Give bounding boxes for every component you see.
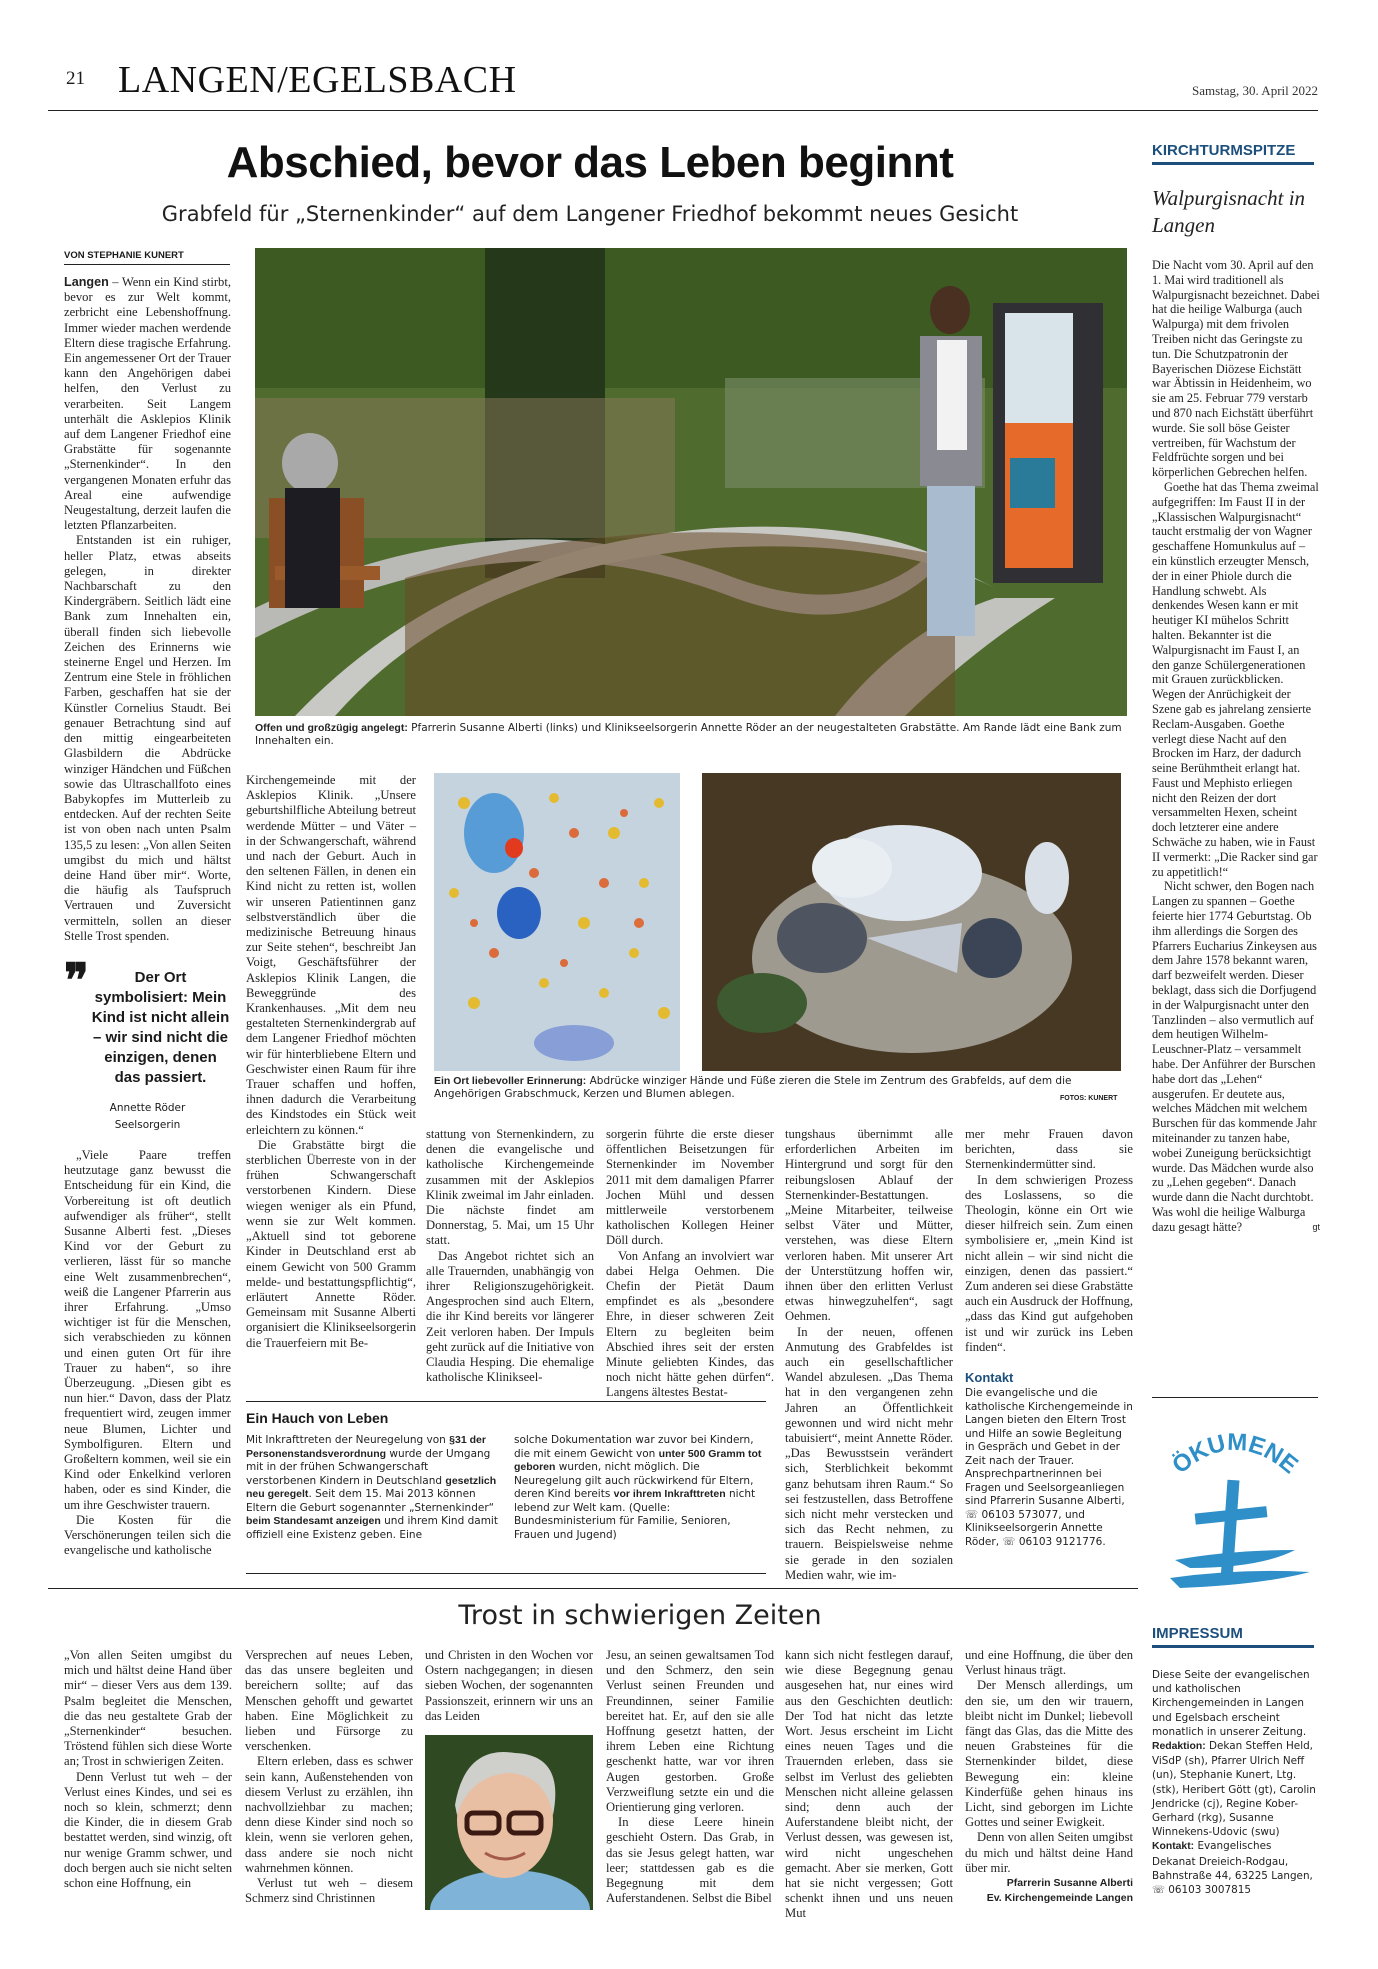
infobox-column-1 bbox=[246, 1434, 498, 1542]
quote-icon: ❞ bbox=[64, 954, 89, 1006]
emphasis-text: vor ihrem Inkrafttreten bbox=[613, 1488, 726, 1500]
article-column-1-lower bbox=[64, 1148, 231, 1558]
author-portrait bbox=[425, 1735, 593, 1910]
article-column-2 bbox=[246, 773, 416, 1351]
quote-text: Der Ort symbolisiert: Mein Kind ist nicht allein – wir sind nicht die einzigen, denen das passiert. bbox=[91, 969, 230, 1086]
paragraph: Denn von allen Seiten umgibst du mich und hältst deine Hand über mir. bbox=[965, 1830, 1133, 1875]
impressum-redaktion: Dekan Steffen Held, ViSdP (sh), Pfarrer Ulrich Neff (un), Stephanie Kunert, Ltg. (stk), Heribert Gött (gt), Carolin Jendricke (cj), Regine Kober-Gerhard (rkg), Susanne Winnekens-Udovic (swu) bbox=[1152, 1740, 1316, 1839]
signature-org: Ev. Kirchengemeinde Langen bbox=[986, 1892, 1133, 1905]
paragraph: Verlust tut weh – diesem Schmerz sind Christinnen bbox=[245, 1876, 413, 1906]
text-run: wurden, nicht möglich. Die Neuregelung gilt auch rückwirkend für Eltern, deren Kind bereits bbox=[514, 1461, 754, 1500]
article-column-1 bbox=[64, 275, 231, 944]
signature-name: Pfarrerin Susanne Alberti bbox=[1006, 1877, 1133, 1890]
column-author: gt bbox=[1312, 1221, 1320, 1232]
trost-column-4 bbox=[606, 1648, 774, 1906]
emphasis-text: gesetzlich neu geregelt bbox=[246, 1474, 497, 1500]
byline: VON STEPHANIE KUNERT bbox=[64, 250, 230, 265]
photo-illustration bbox=[255, 248, 1127, 716]
emphasis-text: beim Standesamt anzeigen bbox=[246, 1515, 381, 1527]
text-run: . Seit dem 15. Mai 2013 können Eltern die Geburt sogenannter „Sternenkinder“ bbox=[246, 1488, 495, 1514]
column-title: Walpurgisnacht in Langen bbox=[1152, 186, 1306, 237]
caption-lead: Ein Ort liebevoller Erinnerung: bbox=[434, 1075, 587, 1087]
article-headline: Abschied, bevor das Leben beginnt bbox=[226, 138, 954, 187]
emphasis-text: §31 der Personenstandsverordnung bbox=[246, 1434, 486, 1460]
masthead-rule bbox=[48, 110, 1318, 111]
impressum-redaktion-label: Redaktion: bbox=[1152, 1741, 1206, 1753]
infobox-column-2 bbox=[514, 1434, 766, 1542]
trost-column-2 bbox=[245, 1648, 413, 1906]
paragraph: Die Kosten für die Verschönerungen teilen sich die evangelische und katholische bbox=[64, 1512, 231, 1558]
article-column-4 bbox=[606, 1127, 774, 1401]
paragraph: Von Anfang an involviert war dabei Helga Oehmen. Die Chefin der Pietät Daum empfindet es als „besondere Ehre, in dieser schweren Zeit Eltern zu begleiten beim Abschied ihres seit der ersten Minute geliebten Kindes, das noch nicht hätte gehen dürfen“. Langens ältestes Bestat- bbox=[606, 1248, 774, 1400]
paragraph: Eltern erleben, dass es schwer sein kann, Außenstehenden von diesem Verlust zu erzählen, ihn nachvollziehbar zu machen; denn diese Kinder sind noch so klein, wenn sie verloren gehen, dass andere sie noch nicht wahrnehmen können. bbox=[245, 1754, 413, 1875]
paragraph: Die Grabstätte birgt die sterblichen Überreste von in der frühen Schwangerschaft verstorbenen Kindern. Diese wiegen weniger als ein Pfund, wenn sie zur Welt kommen. „Aktuell sind tot geborene Kinder in Deutschland erst ab einem Gewicht von 500 Gramm melde- und bestattungspflichtig“, erläutert Annette Röder. Gemeinsam mit Susanne Alberti organisiert die Klinikseelsorgerin die Trauerfeiern mit Be- bbox=[246, 1137, 416, 1350]
photo-illustration bbox=[434, 773, 680, 1071]
photo-angel-stone bbox=[702, 773, 1121, 1071]
impressum-body bbox=[1152, 1668, 1318, 1897]
article-subheadline: Grabfeld für „Sternenkinder“ auf dem Langener Friedhof bekommt neues Gesicht bbox=[161, 202, 1019, 226]
paragraph: Nicht schwer, den Bogen nach Langen zu spannen – Goethe feierte hier 1774 Geburtstag. Ob ihm allerdings die Sorgen des Pfarrers Eucharius Zinkeysen aus dem Jahre 1578 bekannt waren, darf bezweifelt werden. Dieser beklagt, dass sich die Dorfjugend in der Walpurgisnacht unter den Tanzlinden – also vermutlich auf dem heutigen Wilhelm-Leuschner-Platz – versammelt habe. Der Anführer der Burschen habe dort das „Lehen“ ausgerufen. Er deutete aus, welches Mädchen mit welchem Burschen für das kommende Jahr miteinander zu tanzen habe, wobei Zuneigung berücksichtigt wurde. Das Mädchen wurde also zu „Lehen gegeben“. Danach wurde dann die Nacht durchtobt. Was wohl die heilige Walburga dazu gesagt hätte? gt bbox=[1152, 879, 1320, 1234]
photo1-caption: Offen und großzügig angelegt: Pfarrerin Susanne Alberti (links) und Klinikseelsorgerin Annette Röder an der neugestalteten Grabstätte. Am Rande lädt eine Bank zum Innehalten ein. bbox=[255, 722, 1122, 747]
photo2-caption: Ein Ort liebevoller Erinnerung: Abdrücke winziger Hände und Füße zieren die Stele im Zentrum des Grabfelds, auf dem die Angehörigen Grabschmuck, Kerzen und Blumen ablegen. bbox=[434, 1075, 1072, 1100]
quote-author: Annette Röder bbox=[109, 1102, 186, 1114]
paragraph: Kirchengemeinde mit der Asklepios Klinik. „Unsere geburtshilfliche Abteilung betreut werdende Mütter – und Väter – in der Schwangerschaft, während und nach der Geburt. Auch in den seltenen Fällen, in denen ein Kind nicht zu retten ist, wollen wir unseren Patientinnen ganz selbstverständlich über die medizinische Betreuung hinaus zur Seite stehen“, beschreibt Jan Voigt, Geschäftsführer der Asklepios Klinik Langen, die Beweggründe des Krankenhauses. „Mit dem neu gestalteten Sternenkindergrab auf dem Langener Friedhof möchten wir für hinterbliebene Eltern und Geschwister einen Raum für ihre Trauer schaffen und hoffen, ihnen dadurch die Verarbeitung des Kindstodes ein Stück weit erleichtern zu können.“ bbox=[246, 773, 416, 1137]
pull-quote bbox=[64, 954, 231, 1134]
trost-column-5 bbox=[785, 1648, 953, 1922]
paragraph: „Von allen Seiten umgibst du mich und hältst deine Hand über mir“ – dieser Vers aus dem 139. Psalm begleitet die Menschen, die das neu gestaltete Grab der „Sternenkinder“ besuchen. Tröstend fühlen sich diese Worte an; Trost in schwierigen Zeiten. bbox=[64, 1648, 232, 1769]
section-title: LANGEN/EGELSBACH bbox=[118, 59, 517, 101]
paragraph: Der Mensch allerdings, um den sie, um den wir trauern, bleibt nicht im Dunkel; liebevoll fängt das Glas, das die Mitte des neuen Grabsteines für die Sternenkinder bildet, diese Bewegung ein: kleine Kinderfüße gehen hinaus ins Licht, sind geborgen im Lichte Gottes und seiner Ewigkeit. bbox=[965, 1678, 1133, 1830]
lead-paragraph: Langen – Wenn ein Kind stirbt, bevor es zur Welt kommt, zerbricht eine Lebenshoffnung. Immer wieder machen werdende Eltern diese tragische Erfahrung. Ein angemessener Ort der Trauer kann den Angehörigen dabei helfen, den Verlust zu verarbeiten. Seit Langem unterhält die Asklepios Klinik auf dem Langener Friedhof eine Grabstätte für sogenannte „Sternenkinder“. In den vergangenen Monaten erfuhr das Areal eine aufwendige Neugestaltung, derzeit laufen die letzten Pflanzarbeiten. bbox=[64, 275, 231, 533]
paragraph: Entstanden ist ein ruhiger, heller Platz, etwas abseits gelegen, in direkter Nachbarschaft zu den Kindergräbern. Seitlich lädt eine Bank zum Innehalten ein, überall finden sich liebevolle Zeichen des Erinnerns wie steinerne Engel und Herzen. Im Zentrum eine Stele in fröhlichen Farben, geschaffen hat sie der Künstler Cornelius Staudt. Bei genauer Betrachtung sind auf den mittig eingearbeiteten Glasbildern die Abdrücke winziger Händchen und Füßchen sowie das Ultraschallfoto eines Babykopfes im Mutterleib zu entdecken. Auf der rechten Seite ist von oben nach unten Psalm 135,5 zu lesen: „Von allen Seiten umgibst du mich und hältst deine Hand über mir“. Worte, die häufig als Taufspruch Vertrauen und Zuversicht vermitteln, sollen an dieser Stelle Trost spenden. bbox=[64, 533, 231, 943]
paragraph: und Christen in den Wochen vor Ostern nachgegangen; in diesen sieben Wochen, der sogenannten Passionszeit, erinnern wir uns an das Leiden bbox=[425, 1648, 593, 1723]
contact-text: Die evangelische und die katholische Kirchengemeinde in Langen bieten den Eltern Trost und Hilfe an sowie Begleitung in Gespräch und Gebet in der Zeit nach der Trauer. Ansprechpartnerinnen bei Fragen und Seelsorgeanliegen sind Pfarrerin Susanne Alberti, ☏ 06103 573077, und Klinikseelsorgerin Annette Röder, ☏ 06103 9121776. bbox=[965, 1387, 1133, 1548]
logo-text: ÖKUMENE bbox=[1167, 1428, 1303, 1480]
emphasis-text: unter 500 Gramm tot geboren bbox=[514, 1447, 762, 1473]
paragraph: tungshaus übernimmt alle erforderlichen Arbeiten im Hintergrund und sorgt für den reibungslosen Ablauf der Sternenkinder-Bestattungen. „Meine Mitarbeiter, teilweise selbst Väter und Mütter, verstehen, was diese Eltern verloren haben. Mit unserer Art der Unterstützung hoffen wir, ihnen über den erlitten Verlust etwas hinwegzuhelfen“, sagt Oehmen. bbox=[785, 1127, 953, 1324]
contact-title: Kontakt bbox=[965, 1370, 1014, 1385]
paragraph: Versprechen auf neues Leben, das das unsere begleiten und bereichern sollte; auf das Menschen gehofft und gewartet haben. Eine Möglichkeit zu lieben und Fürsorge zu verschenken. bbox=[245, 1648, 413, 1754]
paragraph: stattung von Sternenkindern, zu denen die evangelische und katholische Kirchengemeinde zusammen mit der Asklepios Klinik zweimal im Jahr einladen. Die nächste findet am Donnerstag, 5. Mai, um 15 Uhr statt. bbox=[426, 1127, 594, 1248]
photo-credit: FOTOS: KUNERT bbox=[1060, 1095, 1118, 1102]
text-run: nicht lebend zur Welt kam. (Quelle: Bundesministerium für Familie, Senioren, Frauen und Jugend) bbox=[514, 1488, 756, 1541]
trost-column-3 bbox=[425, 1648, 593, 1724]
trost-column-6 bbox=[965, 1648, 1133, 1906]
caption-lead: Offen und großzügig angelegt: bbox=[255, 722, 408, 734]
oekumene-logo bbox=[1150, 1410, 1320, 1590]
paragraph: In der neuen, offenen Anmutung des Grabfeldes ist auch ein gesellschaftlicher Wandel abzulesen. „Das Thema hat in den vergangenen zehn Jahren an Öffentlichkeit gewonnen und wird nicht mehr tabuisiert“, meint Annette Röder. „Das Bewusstsein verändert sich, Sterblichkeit bekommt ganz behutsam ihren Raum.“ So sei festzustellen, dass Betroffene sich nicht mehr verstecken und sich das Recht nehmen, zu trauern. Beispielsweise nehme sie gerade in den sozialen Medien wahr, wie im- bbox=[785, 1324, 953, 1582]
infobox-title: Ein Hauch von Leben bbox=[246, 1410, 389, 1426]
section-rule bbox=[48, 1588, 1138, 1589]
cross-boat-icon bbox=[1150, 1410, 1320, 1590]
impressum-kontakt: Evangelisches Dekanat Dreieich-Rodgau, Bahnstraße 44, 63225 Langen, ☏ 06103 3007815 bbox=[1152, 1840, 1313, 1897]
dateline: Langen bbox=[64, 275, 109, 289]
paragraph: Jesu, an seinen gewaltsamen Tod und den Schmerz, den sein Verlust seinen Freunden und Freundinnen, seiner Familie bereitet hat. Er, auf den sie alle Hoffnung gesetzt hatten, der ihrem Leben eine Richtung geschenkt hatte, war vor ihren Augen gestorben. Große Verzweiflung setzte ein und die Orientierung ging verloren. bbox=[606, 1648, 774, 1815]
trost-column-1 bbox=[64, 1648, 232, 1891]
column-label: KIRCHTURMSPITZE bbox=[1152, 142, 1314, 165]
paragraph: Die Nacht vom 30. April auf den 1. Mai wird traditionell als Walpurgisnacht bezeichnet. Dabei hat die heilige Walburga (auch Walpurga) mit dem frivolen Treiben nicht das Geringste zu tun. Die Schutzpatronin der Bayerischen Diözese Eichstätt war Äbtissin in Heidenheim, wo sie am 25. Februar 779 verstarb und 870 nach Eichstätt überführt wurde. Sie soll böse Geister vertreiben, für Wachstum der Feldfrüchte sorgen und bei körperlichen Gebrechen helfen. bbox=[1152, 258, 1320, 480]
paragraph: Das Angebot richtet sich an alle Trauernden, unabhängig von ihrer Religionszugehörigkeit. Angesprochen sind auch Eltern, die ihr Kind bereits vor längerer Zeit verloren haben. Der Impuls geht zurück auf die Initiative von Claudia Hesping. Die ehemalige katholische Klinikseel- bbox=[426, 1248, 594, 1385]
column-body bbox=[1152, 258, 1320, 1235]
impressum-kontakt-label: Kontakt: bbox=[1152, 1841, 1195, 1853]
issue-date: Samstag, 30. April 2022 bbox=[1191, 83, 1318, 98]
column-rule bbox=[1152, 1397, 1318, 1398]
photo-grave-field bbox=[255, 248, 1127, 716]
impressum-intro: Diese Seite der evangelischen und katholischen Kirchengemeinden in Langen und Egelsbach erscheint monatlich in unserer Zeitung. bbox=[1152, 1669, 1310, 1738]
paragraph: sorgerin führte die erste dieser öffentlichen Beisetzungen für Sternenkinder im November 2011 mit dem damaligen Pfarrer Jochen Mühl und dessen mittlerweile verstorbenem katholischen Kollegen Heiner Döll durch. bbox=[606, 1127, 774, 1248]
impressum-label: IMPRESSUM bbox=[1152, 1625, 1314, 1648]
paragraph: „Viele Paare treffen heutzutage ganz bewusst die Entscheidung für ein Kind, die Vorbereitung ist oft deutlich aufwendiger als früher“, stellt Susanne Alberti fest. „Dieses Kind vor der Geburt zu verlieren, lässt für so manche eine Welt zusammenbrechen“, weiß die Langener Pfarrerin aus ihrer Erfahrung. „Umso wichtiger ist für die Menschen, sich verabschieden zu können und einen guten Ort für ihre Trauer zu haben“, so ihre Überzeugung. „Diesen gibt es nun hier.“ Davon, dass der Platz frequentiert wird, zeugen immer neue Blumen, Lichter und Symbolfiguren. Eltern und Großeltern kommen, weil sie ein Kind oder Enkelkind verloren haben, oder es sind Kinder, die um ihre Geschwister trauern. bbox=[64, 1148, 231, 1512]
paragraph: mer mehr Frauen davon berichten, dass sie Sternenkindermütter sind. bbox=[965, 1127, 1133, 1172]
article-column-6 bbox=[965, 1127, 1133, 1355]
paragraph: Goethe hat das Thema zweimal aufgegriffen: Im Faust II in der „Klassischen Walpurgisnacht“ taucht erstmalig der von Wagner geschaffene Homunkulus auf – ein künstlich erzeugter Mensch, der in einer Phiole durch die Handlung schwebt. Als denkendes Wesen kann er mit heutiger KI mühelos Schritt halten. Bekannter ist die Walpurgisnacht im Faust I, an den ganze Schülergenerationen mit Grauen zurückblicken. Wegen der Anrüchigkeit der Szene gab es jahrelang zensierte Reclam-Ausgaben. Goethe verlegt diese Nacht auf den Brocken im Harz, der dadurch seine Berühmtheit erlangt hat. Faust und Mephisto erliegen nicht den Reizen der dort versammelten Hexen, scheint doch letzterer eine andere Schwäche zu haben, wie in Faust II vermerkt: „Die Racker sind gar zu appetitlich!“ bbox=[1152, 479, 1319, 879]
infobox-rule-bottom bbox=[246, 1573, 766, 1574]
page-number: 21 bbox=[66, 68, 85, 89]
text-run: Mit Inkrafttreten der Neuregelung von bbox=[246, 1434, 450, 1446]
infobox bbox=[246, 1410, 766, 1542]
quote-role: Seelsorgerin bbox=[114, 1119, 181, 1131]
article-column-5 bbox=[785, 1127, 953, 1583]
text-run: und ihrem Kind damit offiziell eine Existenz geben. Eine bbox=[246, 1515, 498, 1541]
text-run: wurde der Umgang mit in der frühen Schwangerschaft verstorbenen Kindern in Deutschland bbox=[246, 1447, 491, 1487]
article-column-3 bbox=[426, 1127, 594, 1385]
text-run: solche Dokumentation war zuvor bei Kindern, die mit einem Gewicht von bbox=[514, 1434, 754, 1460]
paragraph: kann sich nicht festlegen darauf, wie diese Begegnung genau ausgesehen hat, nur eines wird aus den Geschichten deutlich: Der Tod hat nicht das letzte Wort. Jesus erscheint im Licht eines neuen Tages und die Trauernden erleben, dass sie selbst im Verlust des geliebten Menschen nicht alleine gelassen sind; denn auch der Auferstandene bleibt nicht, der Verlust dessen, was gewesen ist, wird nicht ungeschehen gemacht. Aber sie merken, Gott hat sie nicht vergessen; Gott schenkt ihnen und uns neuen Mut bbox=[785, 1648, 953, 1921]
paragraph: Denn Verlust tut weh – der Verlust eines Kindes, und sei es noch so klein, schmerzt; denn die Kinder, die in diesem Grab bestattet werden, sind winzig, oft nur wenige Gramm schwer, und doch bergen auch sie nicht selten schon eine Hoffnung, ein bbox=[64, 1769, 232, 1891]
infobox-rule-top bbox=[246, 1401, 766, 1402]
trost-title: Trost in schwierigen Zeiten bbox=[458, 1600, 822, 1631]
paragraph: und eine Hoffnung, die über den Verlust hinaus trägt. bbox=[965, 1648, 1133, 1678]
contact-box bbox=[965, 1370, 1133, 1549]
svg-text:ÖKUMENE bbox=[1167, 1429, 1303, 1480]
paragraph: In dem schwierigen Prozess des Loslassens, so die Theologin, könne ein Ort wie dieser hilfreich sein. Zum einen symbolisiere er, „mein Kind ist nicht allein – wir sind nicht die einzigen, denen das passiert.“ Zum anderen sei diese Grabstätte auch ein Ausdruck der Hoffnung, „dass das Kind gut aufgehoben ist und wir zurück ins Leben finden“. bbox=[965, 1172, 1133, 1354]
photo-footprints bbox=[434, 773, 680, 1071]
portrait-illustration bbox=[425, 1735, 593, 1910]
paragraph: In diese Leere hinein geschieht Ostern. Das Grab, in das sie Jesus gelegt hatten, war leer; stattdessen gab es die Begegnung mit dem Auferstandenen. Selbst die Bibel bbox=[606, 1815, 774, 1906]
photo-illustration bbox=[702, 773, 1121, 1071]
